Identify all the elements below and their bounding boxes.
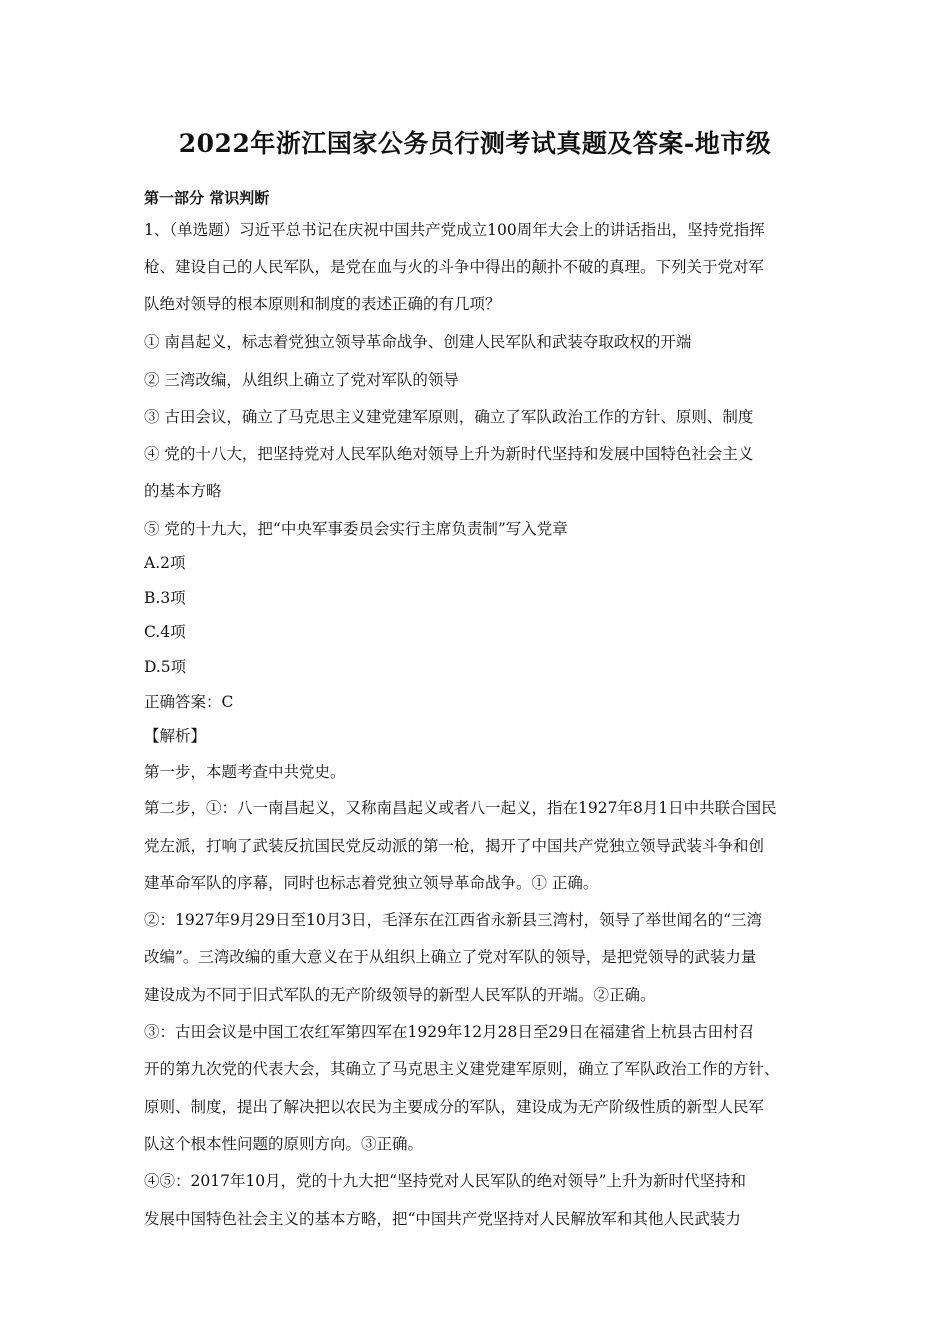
statement-line: ① 南昌起义，标志着党独立领导革命战争、创建人民军队和武装夺取政权的开端 bbox=[144, 333, 692, 351]
statement-line: ⑤ 党的十九大，把“中央军事委员会实行主席负责制”写入党章 bbox=[144, 520, 568, 538]
analysis-line: ④⑤：2017年10月，党的十九大把“坚持党对人民军队的绝对领导”上升为新时代坚持和 bbox=[144, 1172, 747, 1190]
analysis-line: 第一步，本题考查中共党史。 bbox=[144, 763, 346, 781]
analysis-line: 改编”。三湾改编的重大意义在于从组织上确立了党对军队的领导，是把党领导的武装力量 bbox=[144, 948, 757, 966]
analysis-line: 建设成为不同于旧式军队的无产阶级领导的新型人民军队的开端。②正确。 bbox=[144, 986, 656, 1004]
option-b: B.3项 bbox=[144, 589, 186, 607]
option-d: D.5项 bbox=[144, 658, 187, 676]
option-a: A.2项 bbox=[144, 554, 186, 572]
analysis-line: 原则、制度，提出了解决把以农民为主要成分的军队，建设成为无产阶级性质的新型人民军 bbox=[144, 1098, 765, 1116]
question-text-line: 队绝对领导的根本原则和制度的表述正确的有几项？ bbox=[144, 295, 501, 313]
statement-line: 的基本方略 bbox=[144, 482, 222, 500]
analysis-line: 党左派，打响了武装反抗国民党反动派的第一枪，揭开了中国共产党独立领导武装斗争和创 bbox=[144, 837, 765, 855]
analysis-line: 建革命军队的序幕，同时也标志着党独立领导革命战争。① 正确。 bbox=[144, 874, 599, 892]
analysis-line: 发展中国特色社会主义的基本方略，把“中国共产党坚持对人民解放军和其他人民武装力 bbox=[144, 1210, 741, 1228]
analysis-line: ②：1927年9月29日至10月3日，毛泽东在江西省永新县三湾村，领导了举世闻名的“三湾 bbox=[144, 911, 763, 929]
document-title: 2022年浙江国家公务员行测考试真题及答案-地市级 bbox=[178, 129, 772, 158]
section-heading: 第一部分 常识判断 bbox=[144, 189, 270, 207]
statement-line: ② 三湾改编，从组织上确立了党对军队的领导 bbox=[144, 371, 459, 389]
correct-answer: 正确答案：C bbox=[144, 693, 234, 711]
analysis-line: 开的第九次党的代表大会，其确立了马克思主义建党建军原则，确立了军队政治工作的方针、 bbox=[144, 1060, 780, 1078]
analysis-heading: 【解析】 bbox=[144, 727, 207, 745]
statement-line: ④ 党的十八大，把坚持党对人民军队绝对领导上升为新时代坚持和发展中国特色社会主义 bbox=[144, 445, 754, 463]
question-text-line: 枪、建设自己的人民军队，是党在血与火的斗争中得出的颠扑不破的真理。下列关于党对军 bbox=[144, 258, 765, 276]
analysis-line: 第二步，①：八一南昌起义，又称南昌起义或者八一起义，指在1927年8月1日中共联合国民 bbox=[144, 799, 777, 817]
option-c: C.4项 bbox=[144, 623, 186, 641]
question-text-line: 1、（单选题）习近平总书记在庆祝中国共产党成立100周年大会上的讲话指出，坚持党指挥 bbox=[144, 221, 765, 239]
analysis-line: 队这个根本性问题的原则方向。③正确。 bbox=[144, 1135, 424, 1153]
analysis-line: ③：古田会议是中国工农红军第四军在1929年12月28日至29日在福建省上杭县古田村召 bbox=[144, 1023, 755, 1041]
statement-line: ③ 古田会议，确立了马克思主义建党建军原则，确立了军队政治工作的方针、原则、制度 bbox=[144, 408, 754, 426]
